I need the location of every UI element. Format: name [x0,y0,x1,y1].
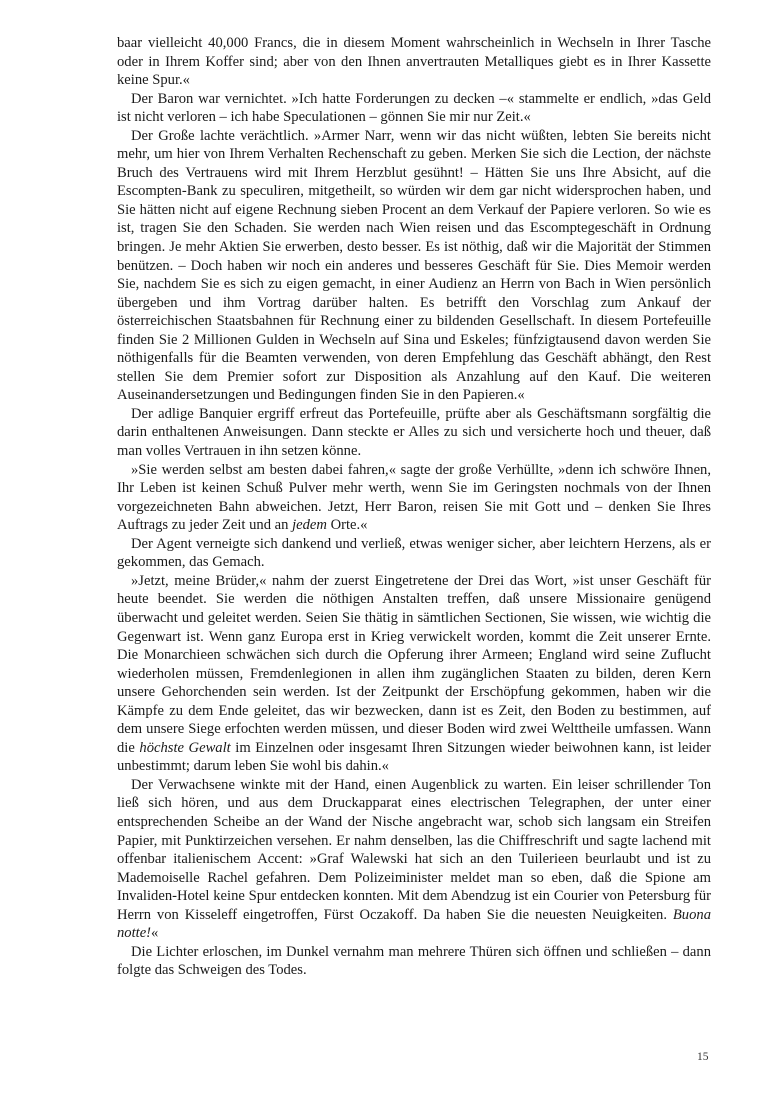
paragraph [117,127,711,405]
body-text [117,34,711,980]
text-run: baar vielleicht 40,000 Francs, die in diesem Moment wahrscheinlich in Wechseln in Ihrer Tasche oder in Ihrem Koffer sind; aber von den Ihnen anvertrauten Metalliques giebt es in Ihrer Kassette keine Spur.« [117,35,711,89]
paragraph [117,461,711,535]
paragraph [117,90,711,127]
text-run: »Sie werden selbst am besten dabei fahren,« sagte der große Verhüllte, »denn ich schwöre Ihnen, Ihr Leben ist keinen Schuß Pulver mehr werth, wenn Sie im Geringsten nochmals von der Ihnen vorgezeichneten Bahn abweichen. Jetzt, Herr Baron, reisen Sie mit Gott und – denken Sie Ihres Auftrags zu jeder Zeit und an [117,461,711,534]
text-run: Der Agent verneigte sich dankend und verließ, etwas weniger sicher, aber leichtern Herzens, als er gekommen, das Gemach. [117,535,711,571]
text-run: Der Verwachsene winkte mit der Hand, einen Augenblick zu warten. Ein leiser schrillender Ton ließ sich hören, und aus dem Druckapparat eines electrischen Telegraphen, der unter einer entsprechenden Scheibe an der Wand der Nische angebracht war, schob sich langsam ein Streifen Papier, mit Punktirzeichen versehen. Er nahm denselben, las die Chiffreschrift und sagte lachend mit offenbar italienischem Accent: »Graf Walewski hat sich an den Tuilerieen beurlaubt und ist zu Mademoiselle Rachel gefahren. Dem Polizeiminister meldet man so eben, daß die Spione am Invaliden-Hotel keine Spur entdecken konnten. Mit dem Abendzug ist ein Courier von Petersburg für Herrn von Kisseleff eingetroffen, Fürst Oczakoff. Da haben Sie die neuesten Neuigkeiten. [117,776,711,923]
text-run: im Einzelnen oder insgesamt Ihren Sitzungen wieder beiwohnen kann, ist leider unbestimmt; darum leben Sie wohl bis dahin.« [117,739,711,775]
paragraph [117,405,711,461]
paragraph [117,776,711,943]
text-run: Orte.« [326,517,368,534]
emphasis: höchste Gewalt [139,739,231,756]
paragraph [117,535,711,572]
page-number: 15 [697,1051,709,1063]
text-run: « [151,925,159,942]
paragraph [117,34,711,90]
text-run: Der adlige Banquier ergriff erfreut das Portefeuille, prüfte aber als Geschäftsmann sorgfältig die darin enthaltenen Anweisungen. Dann steckte er Alles zu sich und versicherte hoch und theuer, daß man volles Vertrauen in ihn setzen könne. [117,405,711,460]
text-run: »Jetzt, meine Brüder,« nahm der zuerst Eingetretene der Drei das Wort, »ist unser Geschäft für heute beendet. Sie werden die nöthigen Anstalten treffen, daß unsere Missionaire genügend überwacht und geleitet werden. Seien Sie thätig in sämtlichen Sectionen, Sie wissen, wie wichtig die Gegenwart ist. Wenn ganz Europa erst in Krieg verwickelt worden, kommt die Zeit unserer Ernte. Die Monarchieen schwächen sich durch die Opferung ihrer Armeen; England wird seine Zuflucht wiederholen müssen, Fremdenlegionen in allen ihm zugänglichen Staaten zu bilden, deren Kern unsere Gehorchenden sein werden. Ist der Zeitpunkt der Erschöpfung gekommen, haben wir die Kämpfe zu dem Ende geleitet, das wir bezwecken, dann ist es Zeit, den Boden zu bestimmen, auf dem unsere Siege erfochten werden müssen, und dieser Boden wird zwei Welttheile umfassen. Wann die [117,572,711,756]
emphasis: Buona notte! [117,906,711,942]
text-run: Der Baron war vernichtet. »Ich hatte Forderungen zu decken –« stammelte er endlich, »das Geld ist nicht verloren – ich habe Speculationen – gönnen Sie mir nur Zeit.« [117,90,711,126]
text-run: Der Große lachte verächtlich. »Armer Narr, wenn wir das nicht wüßten, lebten Sie bereits nicht mehr, um hier von Ihrem Verhalten Rechenschaft zu geben. Merken Sie sich die Lection, der nächste Bruch des Vertrauens wird mit Ihrem Herzblut gesühnt! – Hätten Sie uns Ihre Absicht, auf die Escompten-Bank zu speculiren, mitgetheilt, so würden wir dem gar nicht widersprochen haben, und Sie hätten nicht auf eigene Rechnung sieben Procent an dem Verkauf der Papiere verloren. So wie es ist, tragen Sie den Schaden. Sie werden nach Wien reisen und das Escomptegeschäft in Ordnung bringen. Je mehr Aktien Sie erwerben, desto besser. Es ist nöthig, daß wir die Majorität der Stimmen benützen. – Doch haben wir noch ein anderes und besseres Geschäft für Sie. Dies Memoir werden Sie, nachdem Sie es sich zu eigen gemacht, in einer Audienz an Herrn von Bach in Wien persönlich übergeben und ihm Vortrag darüber halten. Es betrifft den Vorschlag zum Ankauf der österreichischen Staatsbahnen für Rechnung einer zu bildenden Gesellschaft. In diesem Portefeuille finden Sie 2 Millionen Gulden in Wechseln auf Sina und Eskeles; fünfzigtausend davon werden Sie nöthigenfalls für die Beamten verwenden, von deren Empfehlung das Geschäft abhängt, den Rest stellen Sie dem Premier sofort zur Disposition als Anzahlung auf den Kauf. Die weiteren Auseinandersetzungen und Bedingungen finden Sie in den Papieren.« [117,127,711,404]
paragraph [117,943,711,980]
paragraph [117,572,711,776]
text-run: Die Lichter erloschen, im Dunkel vernahm man mehrere Thüren sich öffnen und schließen – dann folgte das Schweigen des Todes. [117,943,711,979]
emphasis: jedem [292,517,327,534]
